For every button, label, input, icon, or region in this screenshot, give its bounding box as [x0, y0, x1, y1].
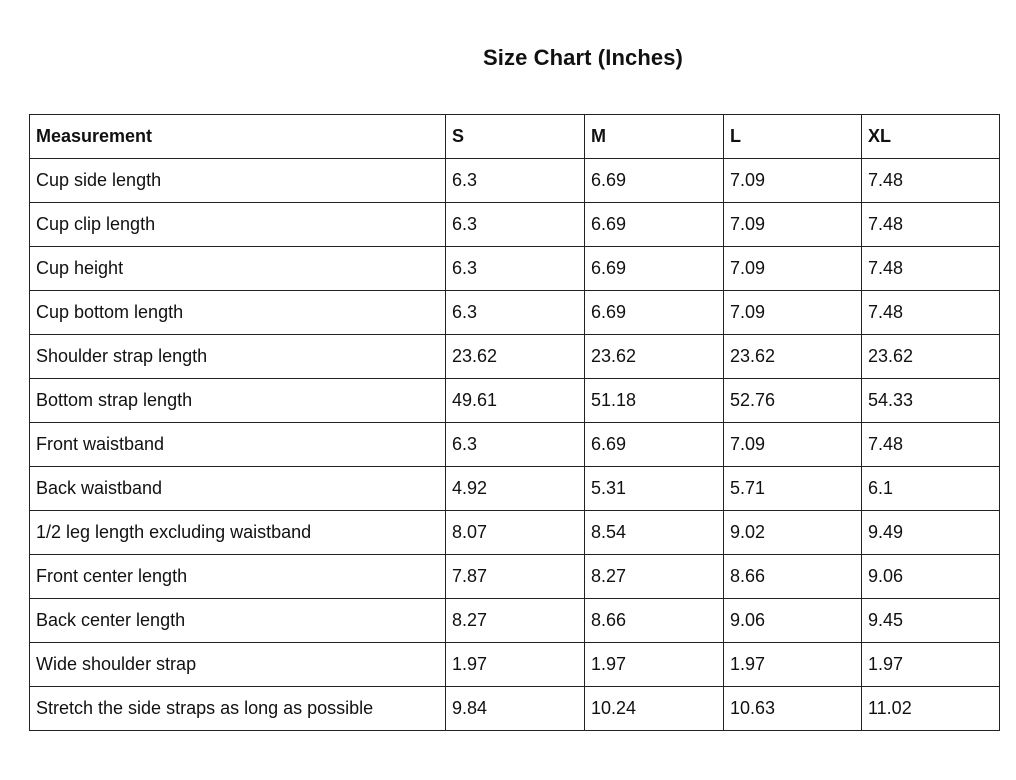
measurement-cell: Front waistband	[30, 423, 446, 467]
header-measurement: Measurement	[30, 115, 446, 159]
measurement-cell: Stretch the side straps as long as possible	[30, 687, 446, 731]
size-l-cell: 7.09	[724, 423, 862, 467]
table-row	[30, 159, 1000, 203]
size-m-cell: 6.69	[585, 159, 724, 203]
size-s-cell: 6.3	[446, 247, 585, 291]
size-l-cell: 5.71	[724, 467, 862, 511]
measurement-cell: Back waistband	[30, 467, 446, 511]
size-xl-cell: 9.45	[862, 599, 1000, 643]
header-size-l: L	[724, 115, 862, 159]
size-m-cell: 6.69	[585, 423, 724, 467]
measurement-cell: Shoulder strap length	[30, 335, 446, 379]
size-s-cell: 6.3	[446, 423, 585, 467]
size-m-cell: 5.31	[585, 467, 724, 511]
header-size-s: S	[446, 115, 585, 159]
size-m-cell: 23.62	[585, 335, 724, 379]
size-l-cell: 9.02	[724, 511, 862, 555]
table-row	[30, 467, 1000, 511]
size-s-cell: 7.87	[446, 555, 585, 599]
size-xl-cell: 54.33	[862, 379, 1000, 423]
table-row	[30, 599, 1000, 643]
size-l-cell: 9.06	[724, 599, 862, 643]
size-xl-cell: 7.48	[862, 247, 1000, 291]
header-size-xl: XL	[862, 115, 1000, 159]
measurement-cell: Cup clip length	[30, 203, 446, 247]
size-l-cell: 7.09	[724, 203, 862, 247]
measurement-cell: 1/2 leg length excluding waistband	[30, 511, 446, 555]
measurement-cell: Front center length	[30, 555, 446, 599]
size-m-cell: 10.24	[585, 687, 724, 731]
table-row	[30, 423, 1000, 467]
table-row	[30, 687, 1000, 731]
measurement-cell: Back center length	[30, 599, 446, 643]
size-s-cell: 6.3	[446, 203, 585, 247]
size-m-cell: 6.69	[585, 291, 724, 335]
size-xl-cell: 1.97	[862, 643, 1000, 687]
measurement-cell: Cup bottom length	[30, 291, 446, 335]
size-chart-table	[29, 114, 1000, 731]
size-s-cell: 49.61	[446, 379, 585, 423]
size-xl-cell: 6.1	[862, 467, 1000, 511]
size-s-cell: 6.3	[446, 291, 585, 335]
size-s-cell: 23.62	[446, 335, 585, 379]
table-row	[30, 511, 1000, 555]
size-m-cell: 51.18	[585, 379, 724, 423]
table-row	[30, 643, 1000, 687]
size-m-cell: 6.69	[585, 247, 724, 291]
size-s-cell: 1.97	[446, 643, 585, 687]
size-l-cell: 7.09	[724, 159, 862, 203]
table-row	[30, 379, 1000, 423]
table-row	[30, 291, 1000, 335]
size-l-cell: 52.76	[724, 379, 862, 423]
size-m-cell: 1.97	[585, 643, 724, 687]
measurement-cell: Cup side length	[30, 159, 446, 203]
size-xl-cell: 9.06	[862, 555, 1000, 599]
size-l-cell: 23.62	[724, 335, 862, 379]
size-xl-cell: 7.48	[862, 423, 1000, 467]
size-xl-cell: 9.49	[862, 511, 1000, 555]
size-l-cell: 1.97	[724, 643, 862, 687]
size-m-cell: 8.54	[585, 511, 724, 555]
header-size-m: M	[585, 115, 724, 159]
size-l-cell: 10.63	[724, 687, 862, 731]
measurement-cell: Bottom strap length	[30, 379, 446, 423]
size-xl-cell: 7.48	[862, 159, 1000, 203]
size-m-cell: 8.66	[585, 599, 724, 643]
table-row	[30, 247, 1000, 291]
size-l-cell: 7.09	[724, 291, 862, 335]
size-xl-cell: 7.48	[862, 203, 1000, 247]
size-s-cell: 6.3	[446, 159, 585, 203]
measurement-cell: Cup height	[30, 247, 446, 291]
table-row	[30, 335, 1000, 379]
size-s-cell: 8.07	[446, 511, 585, 555]
size-m-cell: 8.27	[585, 555, 724, 599]
page-title: Size Chart (Inches)	[483, 45, 683, 70]
size-l-cell: 8.66	[724, 555, 862, 599]
measurement-cell: Wide shoulder strap	[30, 643, 446, 687]
table-header-row	[30, 115, 1000, 159]
size-l-cell: 7.09	[724, 247, 862, 291]
size-s-cell: 4.92	[446, 467, 585, 511]
table-row	[30, 555, 1000, 599]
size-m-cell: 6.69	[585, 203, 724, 247]
size-xl-cell: 7.48	[862, 291, 1000, 335]
size-xl-cell: 23.62	[862, 335, 1000, 379]
size-xl-cell: 11.02	[862, 687, 1000, 731]
size-s-cell: 9.84	[446, 687, 585, 731]
size-s-cell: 8.27	[446, 599, 585, 643]
table-row	[30, 203, 1000, 247]
